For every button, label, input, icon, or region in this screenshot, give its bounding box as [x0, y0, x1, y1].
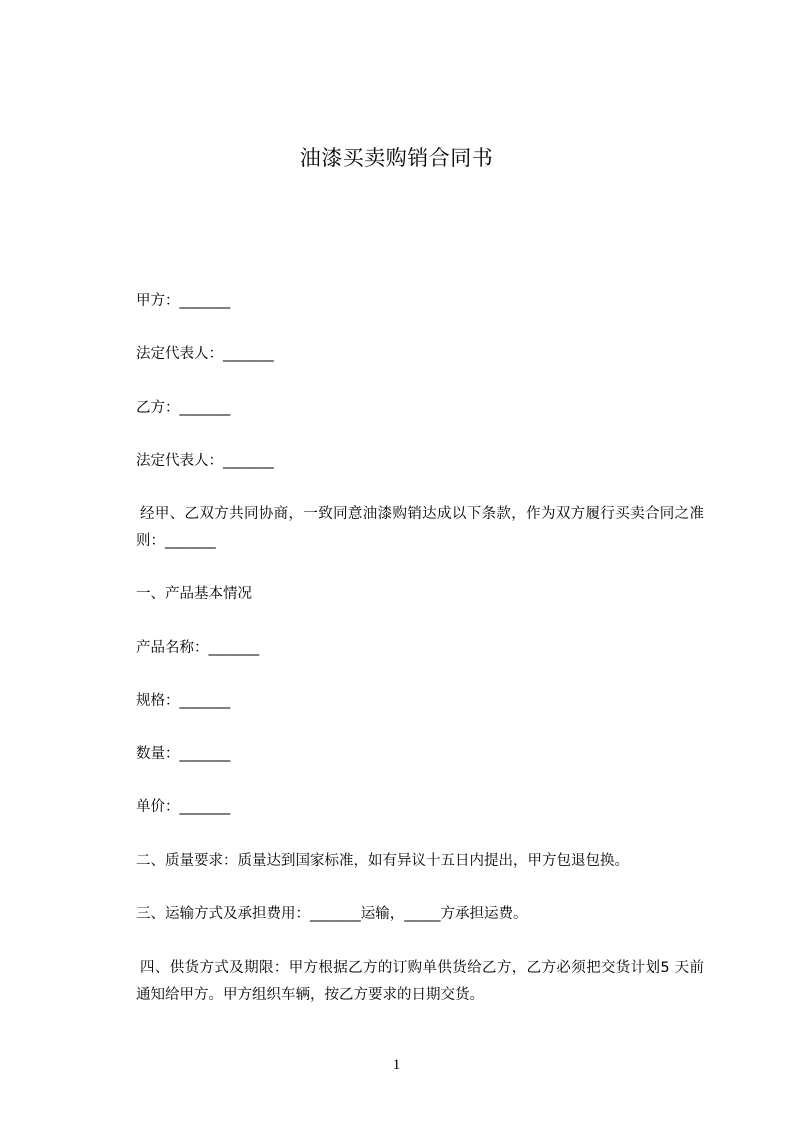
section-3-transport: 三、运输方式及承担费用：_______运输，_____方承担运费。 — [136, 906, 528, 922]
party-b-line: 乙方：_______ — [136, 400, 231, 416]
legal-representative-a-line: 法定代表人：_______ — [136, 346, 274, 362]
legal-representative-b-line: 法定代表人：_______ — [136, 453, 274, 469]
intro-paragraph: 经甲、乙双方共同协商，一致同意油漆购销达成以下条款，作为双方履行买卖合同之准则：_______ — [136, 506, 704, 549]
specification-line: 规格：_______ — [136, 693, 231, 709]
quantity-line: 数量：_______ — [136, 746, 231, 762]
party-a-line: 甲方：_______ — [136, 293, 231, 309]
section-4-supply: 四、供货方式及期限：甲方根据乙方的订购单供货给乙方，乙方必须把交货计划5 天前通知给甲方。甲方组织车辆，按乙方要求的日期交货。 — [136, 960, 704, 1003]
section-2-quality: 二、质量要求：质量达到国家标准，如有异议十五日内提出，甲方包退包换。 — [136, 853, 629, 869]
product-name-line: 产品名称：_______ — [136, 640, 260, 656]
unit-price-line: 单价：_______ — [136, 799, 231, 815]
section-1-heading: 一、产品基本情况 — [136, 586, 252, 602]
document-title: 油漆买卖购销合同书 — [299, 146, 494, 170]
page-number: 1 — [392, 1057, 401, 1073]
